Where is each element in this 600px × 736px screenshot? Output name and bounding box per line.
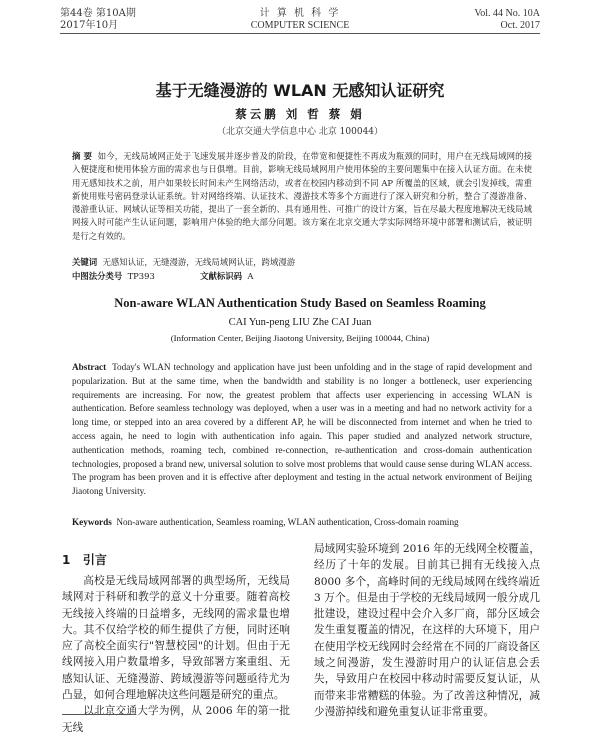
affiliation-zh: （北京交通大学信息中心 北京 100044） — [216, 127, 384, 137]
section-title: 引言 — [82, 553, 107, 567]
keywords-zh-label: 关键词 — [72, 257, 98, 267]
header-rule — [60, 33, 540, 34]
clc-value: TP393 — [127, 271, 155, 281]
keywords-en-text: Non-aware authentication, Seamless roaming, WLAN authentication, Cross-domain roaming — [116, 517, 459, 527]
journal-date: 2017年10月 — [60, 20, 119, 31]
right-column — [314, 541, 540, 720]
keywords-en — [72, 517, 532, 527]
section-number: 1 — [62, 553, 71, 567]
affiliation-en: (Information Center, Beijing Jiaotong University, Beijing 100044, China) — [170, 333, 430, 343]
journal-date-en: Oct. 2017 — [500, 20, 540, 31]
left-paragraph-1: 高校是无线局域网部署的典型场所，无线局域网对于科研和教学的意义十分重要。随着高校无线接入终端的日益增多，无线网的需求量也增大。其不仅给学校的师生提供了方便，同时还响应了高校全面实行"智慧校园"的计划。但由于无线网接入用户数量增多，导致部署方案重组、无感知认证、无缝漫游、跨域漫游等问题亟待尤为凸显，如何合理地解决这些问题是研究的重点。 — [62, 575, 290, 702]
journal-name-en: COMPUTER SCIENCE — [250, 20, 350, 31]
paper-title-zh: 基于无缝漫游的 WLAN 无感知认证研究 — [155, 81, 445, 100]
clc-label: 中图法分类号 — [72, 271, 123, 281]
right-paragraph-1: 局域网实验环境到 2016 年的无线网全校覆盖，经历了十年的发展。目前其已拥有无线接入点 8000 多个，高峰时间的无线局域网在线终端近 3 万个。但是由于学校的无线局域网一般分成几批建设，建设过程中会介入多厂商，部分区域会发生重复覆盖的情况，在这样的大环境下，用户在使用学校无线网时会经常在不同的厂商设备区域之间漫游，发生漫游时用户的认证信息会丢失，导致用户在校园中移动时需要反复认证，从而带来非常糟糕的体验。为了改善这种情况，减少漫游掉线和避免重复认证非常重要。 — [314, 543, 540, 718]
left-column — [62, 573, 290, 736]
left-paragraph-2: 以北京交通大学为例，从 2006 年的第一批无线 — [62, 705, 290, 734]
authors-en: CAI Yun-peng LIU Zhe CAI Juan — [228, 317, 372, 328]
keywords-en-label: Keywords — [72, 517, 112, 527]
abstract-en-text: Today's WLAN technology and application have just been unfolding and in the stage of rapid development and popularization. But at the same time, when the bandwidth and stability is no longer a bottleneck, user experiencing requirements are increasing. For now, the greatest problem that affects user experiencing in accessing WLAN is authentication. Before seamless technology was deployed, when a user was in a meeting and had no network activity for a long time, or stepped into an area covered by a different AP, he will be disconnected from internet and when he tried to access again, he need to login with authentication info again. This paper studied and analyzed network structure, authentication methods, roaming tech, combined re-connection, re-authentication and cross-domain authentication technologies, proposed a brand new, universal solution to solve most problems that would cause sense during WLAN access. The program has been proven and it is effective after deployment and testing in the actual network environment of Beijing Jiaotong University. — [72, 362, 532, 497]
journal-name-zh: 计 算 机 科 学 — [259, 8, 341, 19]
classification-zh — [72, 270, 532, 283]
authors-zh: 蔡云鹏 刘 哲 蔡 娟 — [235, 107, 365, 121]
abstract-zh-text: 如今，无线局域网正处于飞速发展并逐步普及的阶段，在带宽和便捷性不再成为瓶颈的同时，用户在无线局域网的接入便捷度和使用体验方面的需求也与日俱增。目前，影响无线局域网用户使用体验的主要问题集中在接入认证方面。在未使用无感知技术之前，用户如果较长时间未产生网络活动，或者在校园内移动到不同 AP 所覆盖的区域，就会引发掉线，需重新使用账号密码登录认证系统。针对网络终端、认证技术、漫游技术等多个方面进行了深入研究和分析，整合了漫游准备、漫游重认证、网域认证等相关功能，提出了一套全新的、具有通用性、可推广的设计方案，旨在尽最大程度地解决无线局域网接入时可能产生认证问题，影响用户体验的绝大部分问题。该方案在北京交通大学实际网络环境中部署和测试后，被证明是行之有效的。 — [72, 151, 533, 241]
abstract-zh-label: 摘 要 — [72, 151, 93, 161]
journal-volume-en: Vol. 44 No. 10A — [474, 8, 540, 19]
keywords-zh — [72, 256, 532, 269]
abstract-zh — [72, 150, 532, 243]
section-heading — [62, 551, 107, 568]
abstract-en — [72, 361, 532, 499]
abstract-en-label: Abstract — [72, 362, 107, 372]
keywords-zh-text: 无感知认证，无缝漫游，无线局域网认证，跨域漫游 — [102, 257, 296, 267]
journal-volume: 第44卷 第10A期 — [60, 8, 136, 19]
doc-code-label: 文献标识码 — [200, 271, 243, 281]
doc-code-value: A — [247, 271, 254, 281]
paper-title-en: Non-aware WLAN Authentication Study Based on Seamless Roaming — [114, 296, 486, 310]
footnote-rule — [62, 714, 132, 715]
